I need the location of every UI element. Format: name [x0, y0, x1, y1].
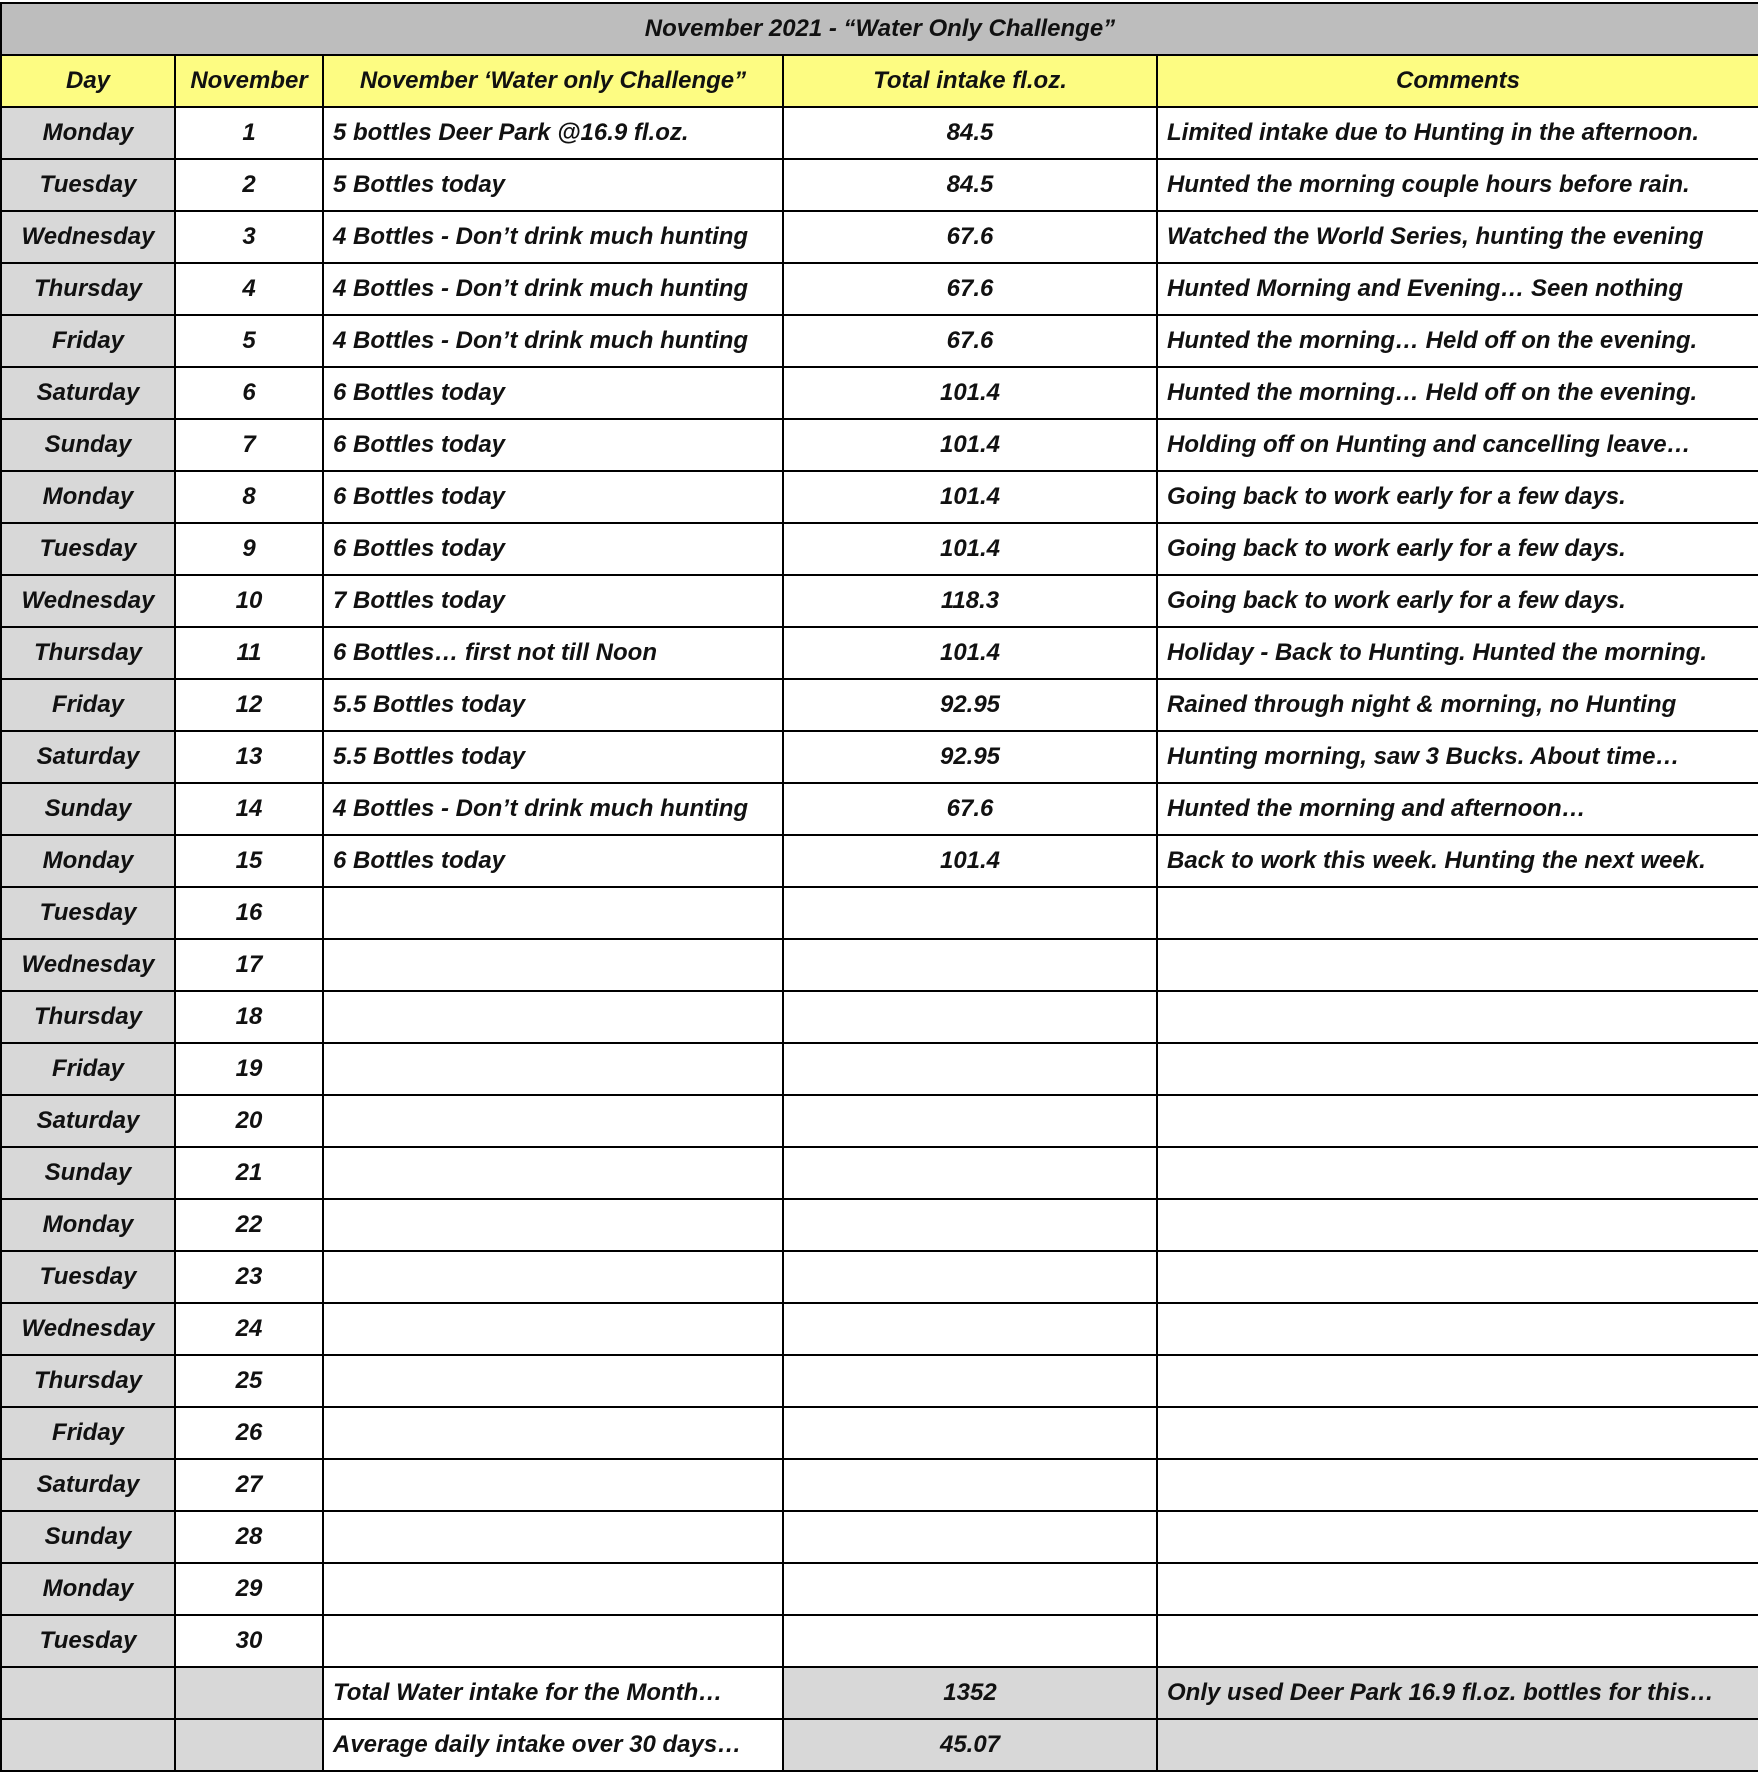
plan-cell[interactable]: 6 Bottles… first not till Noon [323, 627, 783, 679]
comment-cell[interactable]: Watched the World Series, hunting the evening [1157, 211, 1758, 263]
summary-body [1, 1667, 1758, 1771]
plan-cell[interactable] [323, 1147, 783, 1199]
day-cell[interactable]: Thursday [1, 991, 175, 1043]
comment-cell[interactable]: Holding off on Hunting and cancelling leave… [1157, 419, 1758, 471]
table-row [1, 1147, 1758, 1199]
total-cell[interactable]: 101.4 [783, 627, 1157, 679]
table-row [1, 1355, 1758, 1407]
date-cell[interactable]: 16 [175, 887, 323, 939]
header-row [1, 55, 1758, 107]
summary-comment[interactable]: Only used Deer Park 16.9 fl.oz. bottles for this… [1157, 1667, 1758, 1719]
plan-cell[interactable] [323, 887, 783, 939]
total-cell[interactable]: 67.6 [783, 211, 1157, 263]
total-cell[interactable] [783, 1511, 1157, 1563]
table-row [1, 315, 1758, 367]
table-row [1, 1303, 1758, 1355]
day-cell[interactable]: Sunday [1, 419, 175, 471]
date-cell[interactable]: 10 [175, 575, 323, 627]
plan-cell[interactable]: 4 Bottles - Don’t drink much hunting [323, 211, 783, 263]
total-cell[interactable]: 101.4 [783, 835, 1157, 887]
date-cell[interactable]: 4 [175, 263, 323, 315]
table-row [1, 107, 1758, 159]
total-cell[interactable]: 92.95 [783, 679, 1157, 731]
summary-blank-cell[interactable] [1, 1667, 175, 1719]
day-cell[interactable]: Tuesday [1, 523, 175, 575]
total-cell[interactable] [783, 991, 1157, 1043]
table-row [1, 1511, 1758, 1563]
date-cell[interactable]: 25 [175, 1355, 323, 1407]
plan-cell[interactable]: 6 Bottles today [323, 367, 783, 419]
total-cell[interactable]: 101.4 [783, 419, 1157, 471]
date-cell[interactable]: 29 [175, 1563, 323, 1615]
date-cell[interactable]: 9 [175, 523, 323, 575]
table-row [1, 367, 1758, 419]
date-cell[interactable]: 8 [175, 471, 323, 523]
comment-cell[interactable] [1157, 1043, 1758, 1095]
table-row [1, 679, 1758, 731]
day-cell[interactable]: Sunday [1, 1511, 175, 1563]
sheet-title[interactable]: November 2021 - “Water Only Challenge” [1, 3, 1758, 55]
date-cell[interactable]: 1 [175, 107, 323, 159]
plan-cell[interactable] [323, 1563, 783, 1615]
plan-cell[interactable]: 4 Bottles - Don’t drink much hunting [323, 315, 783, 367]
date-cell[interactable]: 23 [175, 1251, 323, 1303]
total-cell[interactable]: 67.6 [783, 315, 1157, 367]
day-cell[interactable]: Monday [1, 107, 175, 159]
plan-cell[interactable]: 6 Bottles today [323, 835, 783, 887]
plan-cell[interactable]: 7 Bottles today [323, 575, 783, 627]
plan-cell[interactable]: 6 Bottles today [323, 471, 783, 523]
header-date[interactable]: November [175, 55, 323, 107]
summary-blank-cell[interactable] [175, 1719, 323, 1771]
total-cell[interactable]: 67.6 [783, 263, 1157, 315]
table-row [1, 1095, 1758, 1147]
table-row [1, 1459, 1758, 1511]
comment-cell[interactable]: Rained through night & morning, no Hunting [1157, 679, 1758, 731]
day-cell[interactable]: Thursday [1, 627, 175, 679]
plan-cell[interactable] [323, 1199, 783, 1251]
day-cell[interactable]: Friday [1, 1407, 175, 1459]
comment-cell[interactable]: Back to work this week. Hunting the next week. [1157, 835, 1758, 887]
comment-cell[interactable] [1157, 1303, 1758, 1355]
table-row [1, 1615, 1758, 1667]
comment-cell[interactable]: Holiday - Back to Hunting. Hunted the morning. [1157, 627, 1758, 679]
total-cell[interactable] [783, 1303, 1157, 1355]
table-body [1, 107, 1758, 1667]
table-row [1, 1407, 1758, 1459]
plan-cell[interactable]: 6 Bottles today [323, 523, 783, 575]
plan-cell[interactable] [323, 1615, 783, 1667]
comment-cell[interactable] [1157, 1407, 1758, 1459]
comment-cell[interactable] [1157, 1251, 1758, 1303]
water-challenge-table [0, 2, 1758, 1772]
day-cell[interactable]: Wednesday [1, 939, 175, 991]
total-cell[interactable]: 84.5 [783, 159, 1157, 211]
summary-row [1, 1719, 1758, 1771]
summary-value[interactable]: 45.07 [783, 1719, 1157, 1771]
plan-cell[interactable]: 4 Bottles - Don’t drink much hunting [323, 263, 783, 315]
comment-cell[interactable] [1157, 1563, 1758, 1615]
day-cell[interactable]: Thursday [1, 1355, 175, 1407]
day-cell[interactable]: Thursday [1, 263, 175, 315]
plan-cell[interactable]: 5.5 Bottles today [323, 731, 783, 783]
table-row [1, 419, 1758, 471]
header-total[interactable]: Total intake fl.oz. [783, 55, 1157, 107]
date-cell[interactable]: 28 [175, 1511, 323, 1563]
comment-cell[interactable]: Limited intake due to Hunting in the afternoon. [1157, 107, 1758, 159]
table-row [1, 471, 1758, 523]
table-row [1, 991, 1758, 1043]
comment-cell[interactable] [1157, 1199, 1758, 1251]
plan-cell[interactable] [323, 1095, 783, 1147]
table-row [1, 523, 1758, 575]
comment-cell[interactable] [1157, 887, 1758, 939]
table-row [1, 627, 1758, 679]
total-cell[interactable] [783, 1615, 1157, 1667]
date-cell[interactable]: 20 [175, 1095, 323, 1147]
plan-cell[interactable]: 4 Bottles - Don’t drink much hunting [323, 783, 783, 835]
comment-cell[interactable] [1157, 1615, 1758, 1667]
plan-cell[interactable]: 5 Bottles today [323, 159, 783, 211]
day-cell[interactable]: Monday [1, 471, 175, 523]
date-cell[interactable]: 5 [175, 315, 323, 367]
table-row [1, 731, 1758, 783]
date-cell[interactable]: 21 [175, 1147, 323, 1199]
total-cell[interactable]: 118.3 [783, 575, 1157, 627]
total-cell[interactable]: 84.5 [783, 107, 1157, 159]
day-cell[interactable]: Friday [1, 1043, 175, 1095]
date-cell[interactable]: 26 [175, 1407, 323, 1459]
comment-cell[interactable]: Going back to work early for a few days. [1157, 523, 1758, 575]
comment-cell[interactable]: Going back to work early for a few days. [1157, 575, 1758, 627]
plan-cell[interactable]: 5 bottles Deer Park @16.9 fl.oz. [323, 107, 783, 159]
comment-cell[interactable]: Hunted the morning and afternoon… [1157, 783, 1758, 835]
day-cell[interactable]: Saturday [1, 367, 175, 419]
comment-cell[interactable]: Hunted the morning… Held off on the evening. [1157, 367, 1758, 419]
summary-comment[interactable] [1157, 1719, 1758, 1771]
day-cell[interactable]: Saturday [1, 731, 175, 783]
summary-blank-cell[interactable] [175, 1667, 323, 1719]
table-row [1, 1251, 1758, 1303]
total-cell[interactable] [783, 887, 1157, 939]
date-cell[interactable]: 19 [175, 1043, 323, 1095]
table-row [1, 159, 1758, 211]
date-cell[interactable]: 14 [175, 783, 323, 835]
table-row [1, 211, 1758, 263]
plan-cell[interactable] [323, 1511, 783, 1563]
day-cell[interactable]: Wednesday [1, 1303, 175, 1355]
total-cell[interactable] [783, 1147, 1157, 1199]
day-cell[interactable]: Friday [1, 679, 175, 731]
day-cell[interactable]: Wednesday [1, 211, 175, 263]
comment-cell[interactable]: Hunted the morning couple hours before rain. [1157, 159, 1758, 211]
total-cell[interactable]: 92.95 [783, 731, 1157, 783]
day-cell[interactable]: Saturday [1, 1459, 175, 1511]
total-cell[interactable] [783, 1251, 1157, 1303]
comment-cell[interactable] [1157, 1095, 1758, 1147]
day-cell[interactable]: Tuesday [1, 1615, 175, 1667]
date-cell[interactable]: 11 [175, 627, 323, 679]
plan-cell[interactable] [323, 1459, 783, 1511]
total-cell[interactable] [783, 1355, 1157, 1407]
summary-label[interactable]: Total Water intake for the Month… [323, 1667, 783, 1719]
day-cell[interactable]: Friday [1, 315, 175, 367]
total-cell[interactable] [783, 1459, 1157, 1511]
date-cell[interactable]: 27 [175, 1459, 323, 1511]
plan-cell[interactable] [323, 1043, 783, 1095]
date-cell[interactable]: 2 [175, 159, 323, 211]
total-cell[interactable] [783, 939, 1157, 991]
plan-cell[interactable] [323, 1355, 783, 1407]
table-row [1, 1199, 1758, 1251]
date-cell[interactable]: 12 [175, 679, 323, 731]
date-cell[interactable]: 6 [175, 367, 323, 419]
date-cell[interactable]: 24 [175, 1303, 323, 1355]
comment-cell[interactable] [1157, 1459, 1758, 1511]
plan-cell[interactable] [323, 1407, 783, 1459]
table-row [1, 575, 1758, 627]
table-row [1, 783, 1758, 835]
date-cell[interactable]: 13 [175, 731, 323, 783]
day-cell[interactable]: Saturday [1, 1095, 175, 1147]
plan-cell[interactable]: 5.5 Bottles today [323, 679, 783, 731]
day-cell[interactable]: Wednesday [1, 575, 175, 627]
table-row [1, 835, 1758, 887]
comment-cell[interactable]: Hunting morning, saw 3 Bucks. About time… [1157, 731, 1758, 783]
plan-cell[interactable] [323, 991, 783, 1043]
table-row [1, 939, 1758, 991]
day-cell[interactable]: Sunday [1, 783, 175, 835]
day-cell[interactable]: Sunday [1, 1147, 175, 1199]
summary-blank-cell[interactable] [1, 1719, 175, 1771]
summary-label[interactable]: Average daily intake over 30 days… [323, 1719, 783, 1771]
day-cell[interactable]: Tuesday [1, 1251, 175, 1303]
comment-cell[interactable]: Going back to work early for a few days. [1157, 471, 1758, 523]
date-cell[interactable]: 30 [175, 1615, 323, 1667]
comment-cell[interactable]: Hunted the morning… Held off on the evening. [1157, 315, 1758, 367]
total-cell[interactable]: 67.6 [783, 783, 1157, 835]
total-cell[interactable] [783, 1199, 1157, 1251]
total-cell[interactable]: 101.4 [783, 367, 1157, 419]
total-cell[interactable] [783, 1563, 1157, 1615]
table-row [1, 1563, 1758, 1615]
plan-cell[interactable]: 6 Bottles today [323, 419, 783, 471]
day-cell[interactable]: Monday [1, 1199, 175, 1251]
date-cell[interactable]: 17 [175, 939, 323, 991]
day-cell[interactable]: Tuesday [1, 159, 175, 211]
comment-cell[interactable]: Hunted Morning and Evening… Seen nothing [1157, 263, 1758, 315]
plan-cell[interactable] [323, 1303, 783, 1355]
plan-cell[interactable] [323, 1251, 783, 1303]
header-plan[interactable]: November ‘Water only Challenge” [323, 55, 783, 107]
table-row [1, 887, 1758, 939]
plan-cell[interactable] [323, 939, 783, 991]
table-row [1, 1043, 1758, 1095]
date-cell[interactable]: 22 [175, 1199, 323, 1251]
summary-row [1, 1667, 1758, 1719]
comment-cell[interactable] [1157, 1355, 1758, 1407]
comment-cell[interactable] [1157, 1511, 1758, 1563]
header-day[interactable]: Day [1, 55, 175, 107]
header-comments[interactable]: Comments [1157, 55, 1758, 107]
comment-cell[interactable] [1157, 1147, 1758, 1199]
date-cell[interactable]: 18 [175, 991, 323, 1043]
comment-cell[interactable] [1157, 991, 1758, 1043]
day-cell[interactable]: Monday [1, 1563, 175, 1615]
date-cell[interactable]: 3 [175, 211, 323, 263]
day-cell[interactable]: Tuesday [1, 887, 175, 939]
day-cell[interactable]: Monday [1, 835, 175, 887]
comment-cell[interactable] [1157, 939, 1758, 991]
total-cell[interactable] [783, 1043, 1157, 1095]
date-cell[interactable]: 15 [175, 835, 323, 887]
total-cell[interactable]: 101.4 [783, 523, 1157, 575]
table-row [1, 263, 1758, 315]
summary-value[interactable]: 1352 [783, 1667, 1157, 1719]
total-cell[interactable] [783, 1407, 1157, 1459]
date-cell[interactable]: 7 [175, 419, 323, 471]
total-cell[interactable] [783, 1095, 1157, 1147]
total-cell[interactable]: 101.4 [783, 471, 1157, 523]
